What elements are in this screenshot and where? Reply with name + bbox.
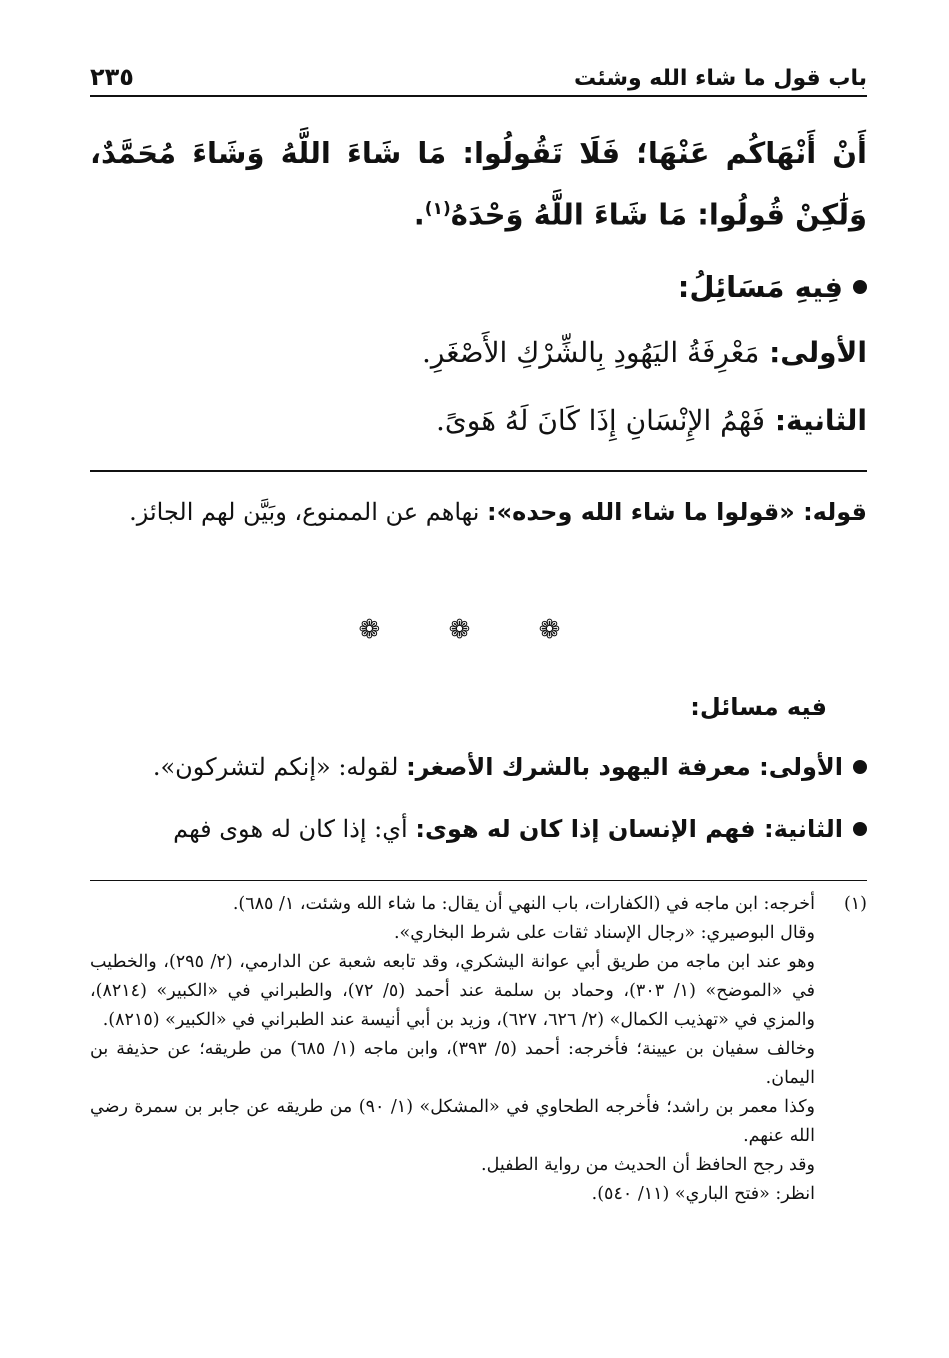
bullet-icon	[853, 822, 867, 836]
lower-item-text: أي: إذا كان له هوى فهم	[173, 815, 408, 843]
footnote-paragraph: انظر: «فتح الباري» (١١/ ٥٤٠).	[591, 1184, 815, 1204]
main-text	[90, 125, 867, 451]
footnotes	[90, 890, 867, 1209]
lower-item-2	[90, 800, 867, 858]
footnote-divider	[90, 880, 867, 881]
masail-heading	[90, 259, 867, 315]
footnote-paragraph: وكذا معمر بن راشد؛ فأخرجه الطحاوي في «المشكل» (١/ ٩٠) من طريقه عن جابر بن سمرة رضي الله عنهم.	[90, 1097, 815, 1146]
issue-text: فَهْمُ الإِنْسَانِ إِذَا كَانَ لَهُ هَوىً.	[435, 403, 766, 437]
hadith-paragraph	[90, 125, 867, 243]
masail-heading-text: فِيهِ مَسَائِلُ:	[677, 269, 843, 304]
issue-text: مَعْرِفَةُ اليَهُودِ بِالشِّرْكِ الأَصْغَرِ.	[421, 335, 760, 369]
issue-item-2	[90, 391, 867, 451]
stars-separator: ❁ ❁ ❁	[358, 615, 591, 645]
issue-label: الثانية:	[774, 403, 867, 437]
lower-item-label: الثانية: فهم الإنسان إذا كان له هوى:	[415, 815, 843, 843]
lower-issues	[90, 680, 867, 858]
footnote-paragraph: وقال البوصيري: «رجال الإسناد ثقات على شرط البخاري».	[393, 923, 815, 943]
lower-item-text: لقوله: «إنكم لتشركون».	[152, 753, 399, 781]
chapter-title: باب قول ما شاء الله وشئت	[574, 66, 867, 91]
footnote-body	[90, 890, 815, 1209]
footnote-paragraph: أخرجه: ابن ماجه في (الكفارات، باب النهي أن يقال: ما شاء الله وشئت، ١/ ٦٨٥).	[232, 894, 815, 914]
page-header	[90, 55, 867, 97]
footnote-ref[interactable]: (١)	[424, 199, 451, 219]
commentary-text: نهاهم عن الممنوع، وبَيَّن لهم الجائز.	[129, 498, 480, 526]
footnote-number: (١)	[843, 894, 867, 914]
lower-item-1	[90, 738, 867, 796]
page-number: ٢٣٥	[90, 63, 134, 91]
footnote-paragraph: وخالف سفيان بن عيينة؛ فأخرجه: أحمد (٥/ ٣٩٣)، وابن ماجه (١/ ٦٨٥) من طريقه؛ عن حذيفة بن اليمان.	[90, 1039, 815, 1088]
issue-item-1	[90, 323, 867, 383]
hadith-text: أَنْ أَنْهَاكُم عَنْهَا؛ فَلَا تَقُولُوا: مَا شَاءَ اللَّهُ وَشَاءَ مُحَمَّدٌ، وَلَٰكِنْ قُولُوا: مَا شَاءَ اللَّهُ وَحْدَهُ	[90, 136, 867, 232]
bullet-icon	[853, 760, 867, 774]
commentary	[90, 488, 867, 536]
issue-label: الأولى:	[769, 335, 867, 369]
section-divider	[90, 470, 867, 472]
hadith-end: .	[413, 197, 425, 232]
lower-item-label: الأولى: معرفة اليهود بالشرك الأصغر:	[406, 753, 843, 781]
footnote-1	[90, 890, 867, 1209]
bullet-icon	[853, 280, 867, 294]
footnote-paragraph: وقد رجح الحافظ أن الحديث من رواية الطفيل.	[481, 1155, 815, 1175]
commentary-lead: قوله: «قولوا ما شاء الله وحده»:	[487, 498, 867, 526]
footnote-paragraph: وهو عند ابن ماجه من طريق أبي عوانة اليشكري، وقد تابعه شعبة عن الدارمي، (٢/ ٢٩٥)، والخطيب في «الموضح» (١/ ٣٠٣)، وحماد بن سلمة عند أحمد (٥/ ٧٢)، والطبراني في «الكبير» (٨٢١٤)، والمزي في «تهذيب الكمال» (٢/ ٦٢٦، ٦٢٧)، وزيد بن أبي أنيسة عند الطبراني في «الكبير» (٨٢١٥).	[90, 952, 816, 1030]
lower-heading: فيه مسائل:	[690, 693, 827, 721]
